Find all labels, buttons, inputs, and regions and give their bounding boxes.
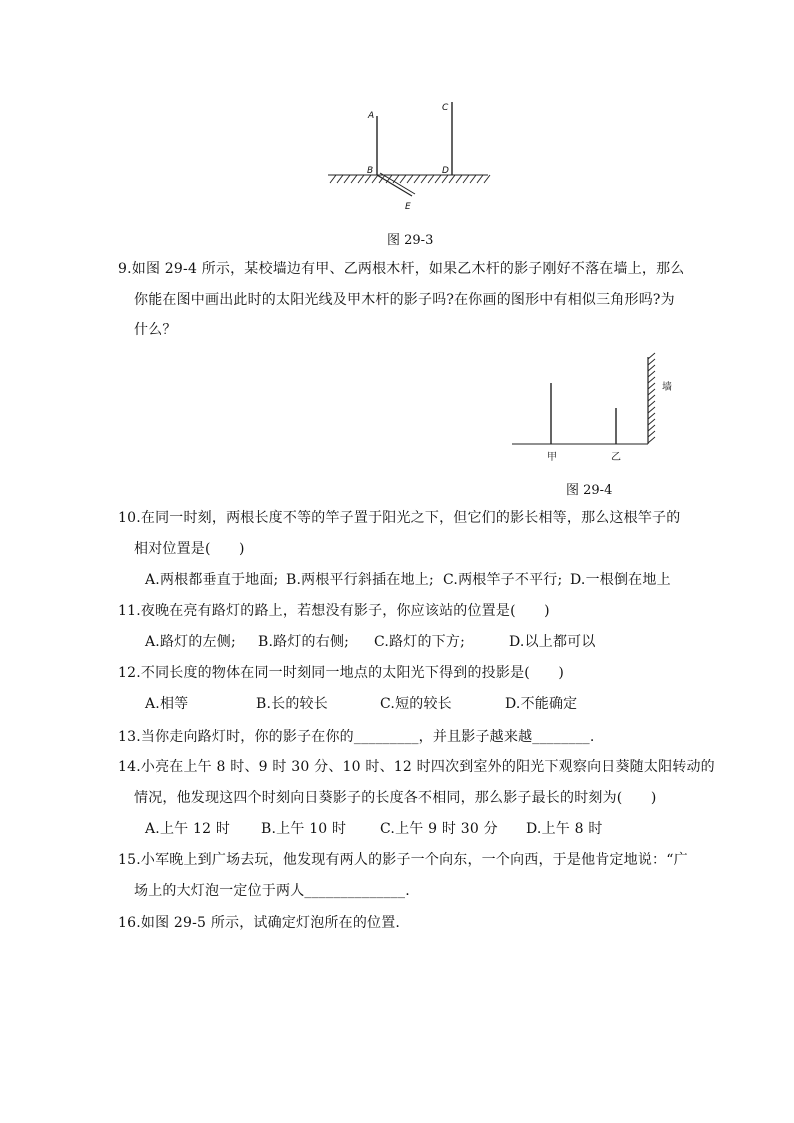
option-c: C.短的较长	[380, 696, 452, 712]
hatch-mark	[648, 365, 655, 371]
label-d: D	[442, 166, 449, 176]
option-d: D.一根倒在地上	[570, 572, 671, 588]
question-10-options	[0, 571, 794, 589]
hatch-mark	[648, 389, 655, 395]
hatch-mark	[648, 407, 655, 413]
question-9-line-1: 9.如图 29-4 所示，某校墙边有甲、乙两根木杆，如果乙木杆的影子刚好不落在墙上，那么	[118, 261, 685, 277]
question-14-options	[0, 820, 794, 838]
question-15-line-1: 15.小军晚上到广场去玩，他发现有两人的影子一个向东，一个向西，于是他肯定地说：“广	[118, 852, 688, 868]
label-b: B	[367, 166, 374, 176]
label-c: C	[442, 103, 449, 113]
option-c: C.两根竿子不平行;	[443, 572, 563, 588]
hatch-mark	[648, 395, 655, 401]
question-10-line-2: 相对位置是( )	[134, 541, 245, 557]
question-14-line-2: 情况，他发现这四个时刻向日葵影子的长度各不相同，那么影子最长的时刻为( )	[134, 790, 657, 806]
question-9-line-2: 你能在图中画出此时的太阳光线及甲木杆的影子吗?在你画的图形中有相似三角形吗?为	[134, 292, 675, 308]
hatch-mark	[648, 401, 655, 407]
option-b: B.上午 10 时	[261, 821, 347, 837]
option-b: B.两根平行斜插在地上;	[286, 572, 434, 588]
option-a: A.相等	[145, 696, 189, 712]
figure-caption: 图 29-3	[387, 233, 434, 248]
option-b: B.长的较长	[256, 696, 328, 712]
pole-yi-label: 乙	[611, 452, 621, 463]
pole-jia-label: 甲	[547, 452, 557, 463]
option-d: D.以上都可以	[509, 634, 596, 650]
figure-caption: 图 29-4	[566, 483, 613, 498]
hatch-mark	[648, 419, 655, 425]
hatch-mark	[648, 413, 655, 419]
option-c: C.路灯的下方;	[374, 634, 465, 650]
option-d: D.不能确定	[505, 696, 578, 712]
option-c: C.上午 9 时 30 分	[380, 821, 498, 837]
question-10-line-1: 10.在同一时刻，两根长度不等的竿子置于阳光之下，但它们的影长相等，那么这根竿子的	[118, 510, 681, 526]
option-b: B.路灯的右侧;	[258, 634, 350, 650]
hatch-mark	[648, 425, 655, 431]
hatch-mark	[648, 437, 655, 443]
question-14-line-1: 14.小亮在上午 8 时、9 时 30 分、10 时、12 时四次到室外的阳光下观察向日葵随太阳转动的	[118, 759, 715, 775]
question-15-line-2: 场上的大灯泡一定位于两人______________.	[134, 883, 410, 899]
question-13-line-1: 13.当你走向路灯时，你的影子在你的_________，并且影子越来越________.	[118, 729, 595, 745]
question-11-options	[0, 633, 794, 651]
hatch-mark	[648, 371, 655, 377]
label-a: A	[368, 111, 375, 121]
hatch-mark	[648, 377, 655, 383]
hatch-mark	[648, 383, 655, 389]
option-a: A.上午 12 时	[145, 821, 231, 837]
question-12-options	[0, 695, 794, 713]
hatch-mark	[648, 431, 655, 437]
option-a: A.两根都垂直于地面;	[145, 572, 279, 588]
hatch-mark	[648, 353, 655, 359]
option-d: D.上午 8 时	[526, 821, 603, 837]
question-16-line-1: 16.如图 29-5 所示，试确定灯泡所在的位置.	[118, 915, 401, 931]
label-e: E	[405, 202, 411, 212]
hatch-mark	[648, 359, 655, 365]
option-a: A.路灯的左侧;	[145, 634, 236, 650]
question-11-line-1: 11.夜晚在亮有路灯的路上，若想没有影子，你应该站的位置是( )	[118, 603, 550, 619]
question-12-line-1: 12.不同长度的物体在同一时刻同一地点的太阳光下得到的投影是( )	[118, 665, 564, 681]
question-9-line-3: 什么？	[134, 322, 177, 338]
wall-label: 墙	[662, 382, 672, 393]
